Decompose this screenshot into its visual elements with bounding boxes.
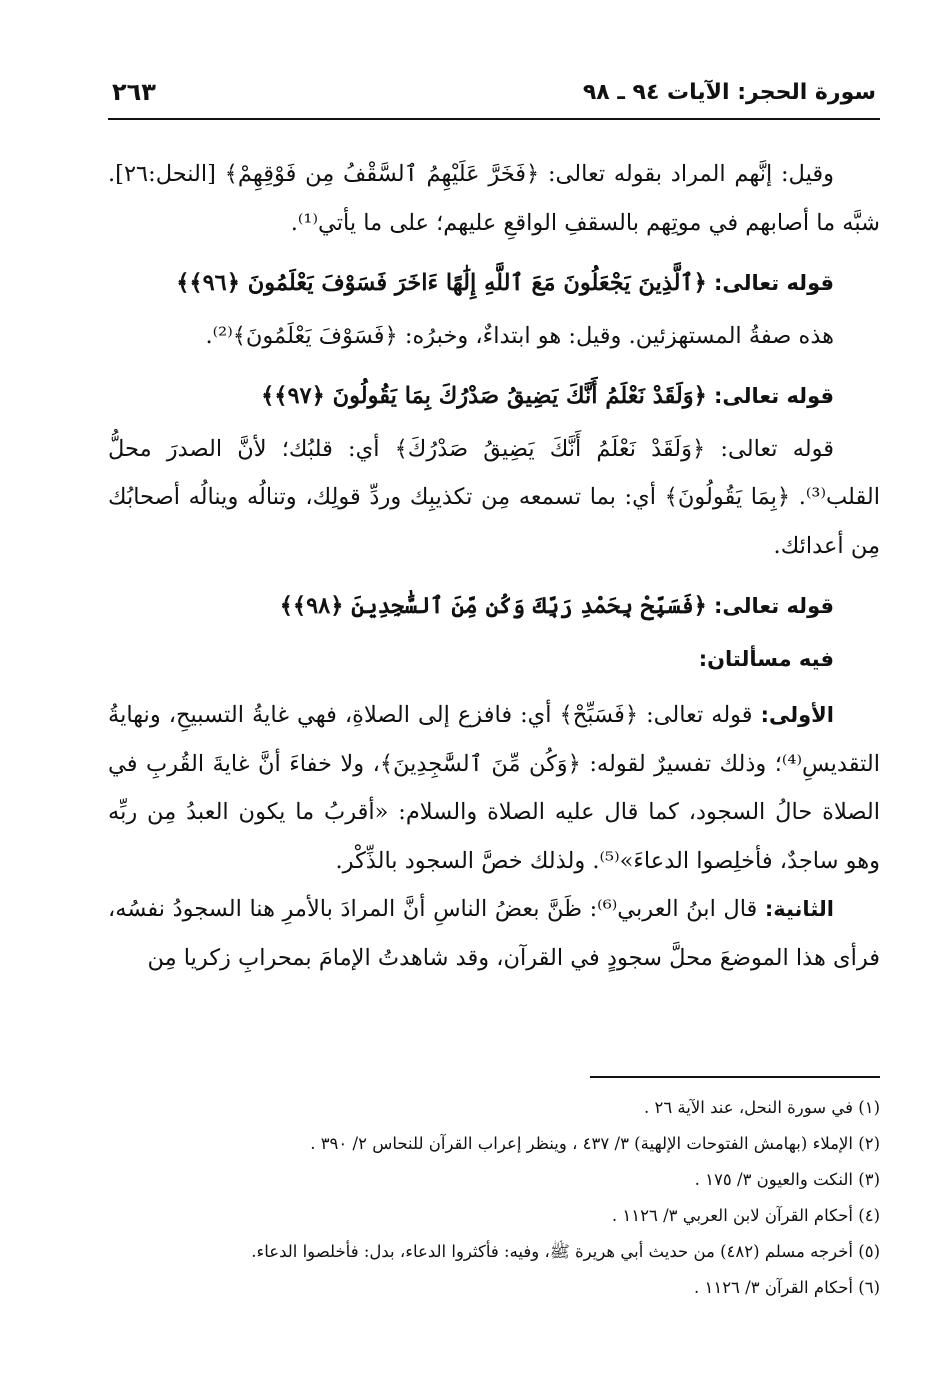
issues-label: فيه مسألتان: — [698, 646, 834, 671]
paragraph: وقيل: إنَّهم المراد بقوله تعالى: ﴿فَخَرَّ عَلَيْهِمُ ٱلسَّقْفُ مِن فَوْقِهِمْ﴾ [النحل:٢٦]. شبَّه ما أصابهم في موتِهم بالسقفِ الواقعِ عليهم؛ على ما يأتي⁽¹⁾. — [108, 161, 880, 236]
verse-text: ﴿فَسَبِّحْ بِحَمْدِ رَبِّكَ وَكُن مِّنَ ٱلسَّٰجِدِينَ ﴿٩٨﴾﴾ — [279, 593, 707, 619]
second-issue-text: قال ابنُ العربي⁽⁶⁾: ظَنَّ بعضُ الناسِ أنَّ المرادَ بالأمرِ هنا السجودُ نفسُه، فرأى هذا الموضعَ محلَّ سجودٍ في القرآن، وقد شاهدتُ الإمامَ بمحرابِ زكريا مِن — [108, 896, 880, 971]
page-number: ٢٦٣ — [112, 78, 156, 106]
first-issue — [108, 691, 880, 885]
footnotes — [108, 1090, 880, 1306]
verse-text: ﴿وَلَقَدْ نَعْلَمُ أَنَّكَ يَضِيقُ صَدْرُكَ بِمَا يَقُولُونَ ﴿٩٧﴾﴾ — [261, 383, 707, 409]
running-header — [108, 78, 880, 120]
footnote-item: (٣) النكت والعيون ٣/ ١٧٥ . — [694, 1170, 880, 1189]
verse-heading-97 — [108, 372, 880, 421]
paragraph: هذه صفةُ المستهزئين. وقيل: هو ابتداءٌ، وخبرُه: ﴿فَسَوْفَ يَعْلَمُونَ﴾⁽²⁾. — [205, 322, 834, 349]
footnote-item: (١) في سورة النحل، عند الآية ٢٦ . — [643, 1098, 880, 1117]
footnote-item: (٢) الإملاء (بهامش الفتوحات الإلهية) ٣/ ٤٣٧ ، وينظر إعراب القرآن للنحاس ٢/ ٣٩٠ . — [310, 1134, 880, 1153]
footnote-item: (٦) أحكام القرآن ٣/ ١١٢٦ . — [693, 1278, 880, 1297]
first-issue-label: الأولى: — [760, 703, 834, 727]
chapter-title: سورة الحجر: الآيات ٩٤ ـ ٩٨ — [582, 80, 876, 105]
verse-heading-96 — [108, 259, 880, 308]
first-issue-text: قوله تعالى: ﴿فَسَبِّحْ﴾ أي: فافزع إلى الصلاةِ، فهي غايةُ التسبيحِ، ونهايةُ التقديسِ⁽⁴⁾؛ وذلك تفسيرٌ لقوله: ﴿وَكُن مِّنَ ٱلسَّٰجِدِينَ﴾، ولا خفاءَ أنَّ غايةَ القُربِ في الصلاة حالُ السجود، كما قال عليه الصلاة والسلام: «أقربُ ما يكون العبدُ مِن ربِّه وهو ساجدٌ، فأخلِصوا الدعاءَ»⁽⁵⁾. ولذلك خصَّ السجود بالذِّكْر. — [108, 702, 880, 874]
verse-lead: قوله تعالى: — [713, 384, 834, 408]
issues-heading — [108, 635, 880, 684]
footnote-divider — [590, 1076, 880, 1078]
footnote-item: (٥) أخرجه مسلم (٤٨٢) من حديث أبي هريرة ﷺ، وفيه: فأكثروا الدعاء، بدل: فأخلصوا الدعاء. — [251, 1242, 880, 1261]
verse-lead: قوله تعالى: — [713, 594, 834, 618]
paragraph: قوله تعالى: ﴿وَلَقَدْ نَعْلَمُ أَنَّكَ يَضِيقُ صَدْرُكَ﴾ أي: قلبُك؛ لأنَّ الصدرَ محلُّ القلب⁽³⁾. ﴿بِمَا يَقُولُونَ﴾ أي: بما تسمعه مِن تكذيبِك وردِّ قولِك، وتنالُه وينالُه أصحابُك مِن أعدائك. — [108, 435, 880, 559]
second-issue — [108, 885, 880, 982]
verse-heading-98 — [108, 582, 880, 631]
footnote-item: (٤) أحكام القرآن لابن العربي ٣/ ١١٢٦ . — [611, 1206, 880, 1225]
verse-text: ﴿ٱلَّذِينَ يَجْعَلُونَ مَعَ ٱللَّهِ إِلَٰهًا ءَاخَرَ فَسَوْفَ يَعْلَمُونَ ﴿٩٦﴾﴾ — [176, 270, 707, 296]
verse-lead: قوله تعالى: — [713, 271, 834, 295]
main-text — [108, 150, 880, 982]
second-issue-label: الثانية: — [764, 897, 834, 921]
